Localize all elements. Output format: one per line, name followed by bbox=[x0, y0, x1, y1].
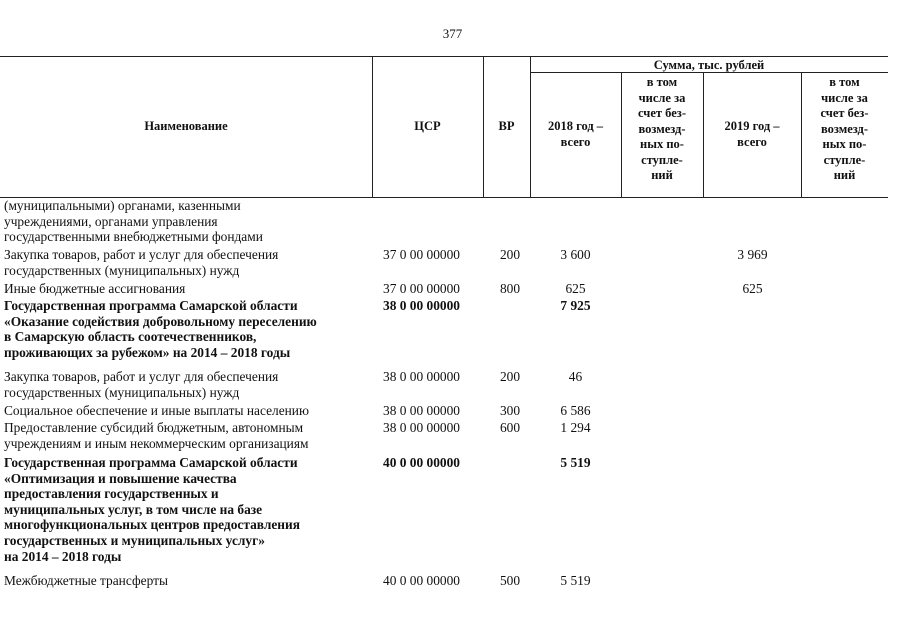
row-2018: 6 586 bbox=[560, 403, 591, 418]
row-name: Государственная программа Самарской области «Оптимизация и повышение качества предоставления государственных и муниципальных услуг, в том числе на базе многофункциональных центров предоставления государственных и муниципальных услуг» на 2014 – 2018 годы bbox=[4, 455, 300, 564]
header-csr: ЦСР bbox=[414, 119, 441, 133]
row-csr: 37 0 00 00000 bbox=[383, 247, 460, 262]
row-name: Закупка товаров, работ и услуг для обеспечения государственных (муниципальных) нужд bbox=[4, 369, 279, 400]
header-2019-free: в том числе за счет без- возмезд- ных по- ступле- ний bbox=[820, 75, 869, 182]
row-name: (муниципальными) органами, казенными учреждениями, органами управления государственными внебюджетными фондами bbox=[4, 198, 263, 245]
row-2018: 5 519 bbox=[560, 455, 591, 470]
row-vr: 200 bbox=[499, 369, 521, 384]
row-vr: 800 bbox=[499, 281, 521, 296]
row-csr: 40 0 00 00000 bbox=[383, 573, 460, 588]
row-2018: 3 600 bbox=[560, 247, 591, 262]
row-2018: 1 294 bbox=[560, 420, 591, 435]
row-2018: 46 bbox=[568, 369, 583, 384]
row-2019: 625 bbox=[742, 281, 763, 296]
row-name: Предоставление субсидий бюджетным, автономным учреждениям и иным некоммерческим организациям bbox=[4, 420, 309, 451]
row-csr: 38 0 00 00000 bbox=[383, 369, 460, 384]
row-name: Межбюджетные трансферты bbox=[4, 573, 168, 588]
row-2018: 625 bbox=[565, 281, 586, 296]
row-2018: 7 925 bbox=[560, 298, 591, 313]
row-csr: 37 0 00 00000 bbox=[383, 281, 460, 296]
header-sum-group: Сумма, тыс. рублей bbox=[653, 58, 765, 72]
row-2019: 3 969 bbox=[737, 247, 768, 262]
page-number: 377 bbox=[442, 26, 463, 41]
row-vr: 300 bbox=[499, 403, 521, 418]
row-vr: 600 bbox=[499, 420, 521, 435]
row-csr: 38 0 00 00000 bbox=[383, 403, 460, 418]
header-vr: ВР bbox=[498, 119, 515, 133]
row-csr: 38 0 00 00000 bbox=[383, 420, 460, 435]
row-2018: 5 519 bbox=[560, 573, 591, 588]
row-name: Закупка товаров, работ и услуг для обеспечения государственных (муниципальных) нужд bbox=[4, 247, 279, 278]
header-2018-total: 2018 год – всего bbox=[547, 119, 604, 149]
header-top-border bbox=[0, 56, 888, 57]
row-name: Иные бюджетные ассигнования bbox=[4, 281, 186, 296]
row-name: Государственная программа Самарской области «Оказание содействия добровольному переселению в Самарскую область соотечественников, проживающих за рубежом» на 2014 – 2018 годы bbox=[4, 298, 317, 360]
row-vr: 200 bbox=[499, 247, 521, 262]
row-name: Социальное обеспечение и иные выплаты населению bbox=[4, 403, 309, 418]
row-csr: 40 0 00 00000 bbox=[383, 455, 460, 470]
row-csr: 38 0 00 00000 bbox=[383, 298, 460, 313]
header-2019-total: 2019 год – всего bbox=[724, 119, 780, 149]
row-vr: 500 bbox=[499, 573, 521, 588]
header-name: Наименование bbox=[144, 119, 228, 133]
header-2018-free: в том числе за счет без- возмезд- ных по- ступле- ний bbox=[638, 75, 686, 182]
